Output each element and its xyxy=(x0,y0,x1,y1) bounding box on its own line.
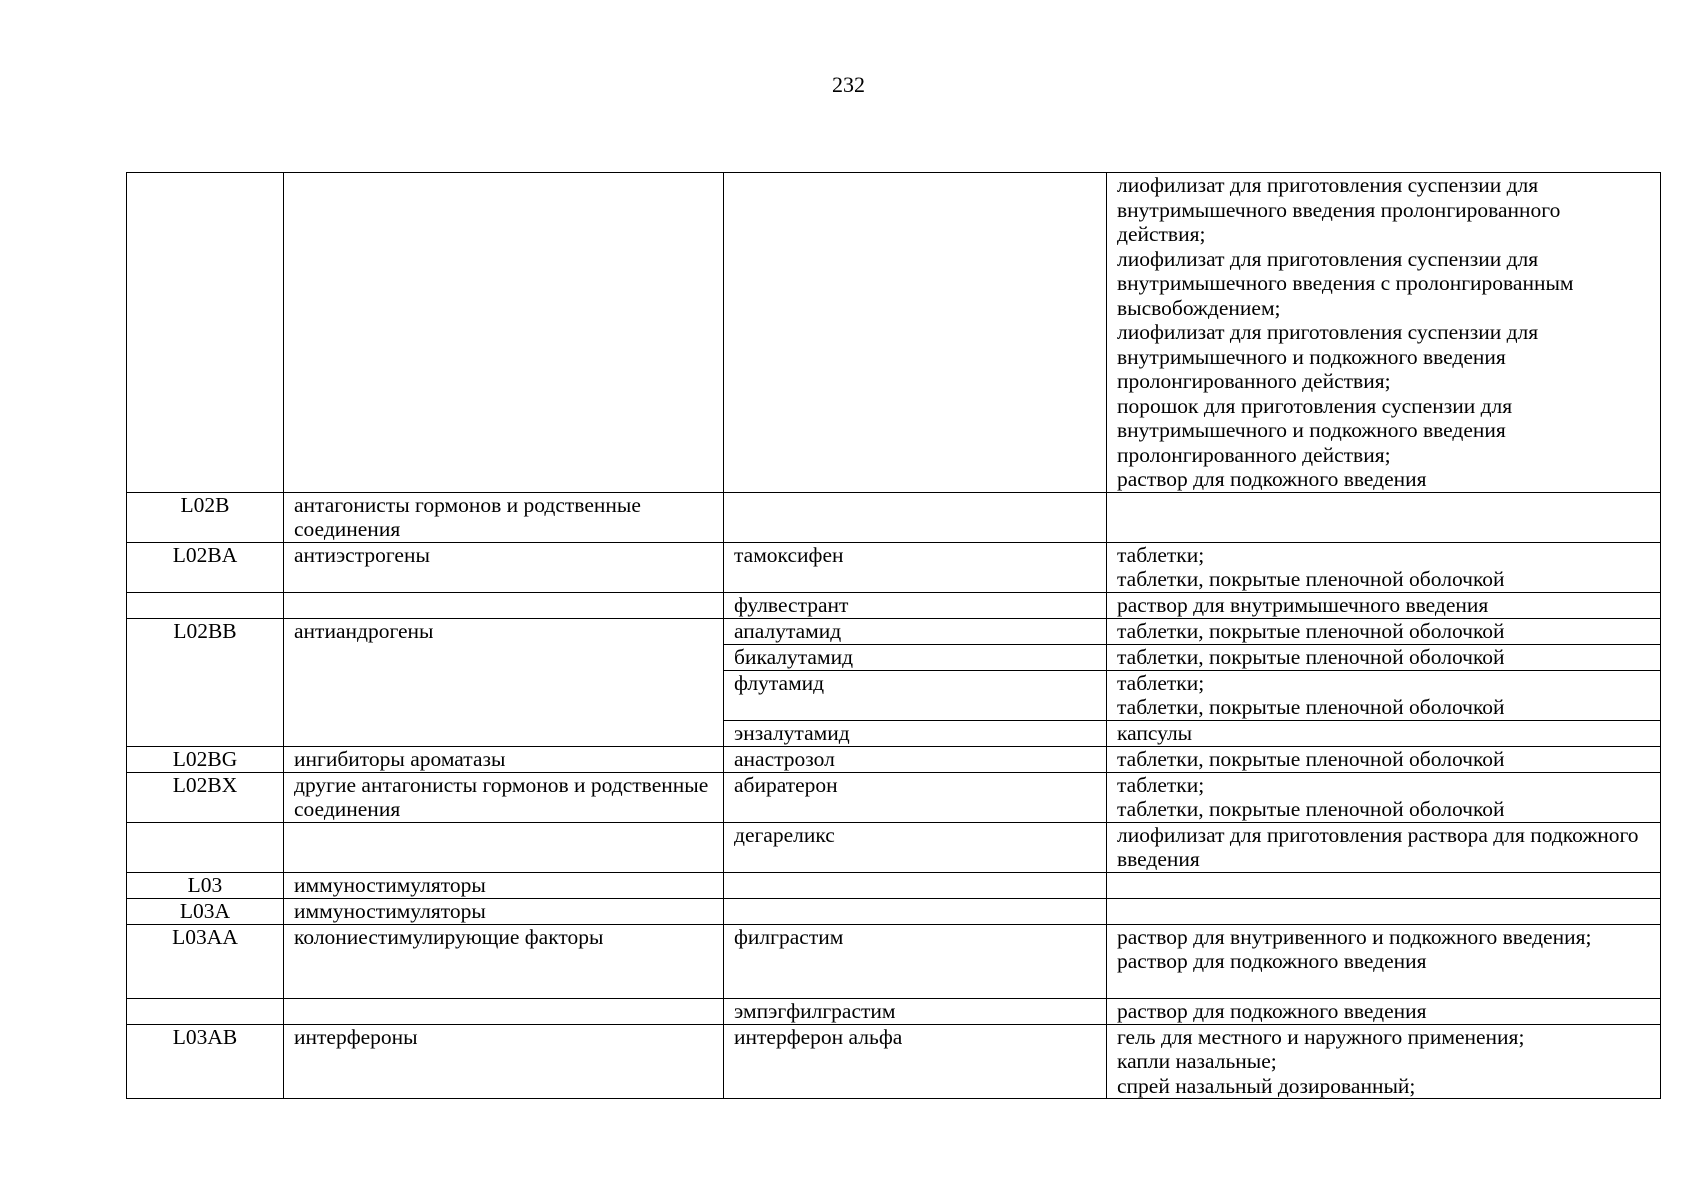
drug-table xyxy=(126,172,1661,1099)
dosage-form-cell xyxy=(1107,898,1661,924)
dosage-form-line: раствор для подкожного введения xyxy=(1117,949,1427,973)
atc-code-cell: L02BB xyxy=(127,618,284,746)
table-row xyxy=(127,872,1661,898)
atc-code-cell xyxy=(127,998,284,1024)
table-row xyxy=(127,822,1661,872)
dosage-form-line: таблетки; xyxy=(1117,772,1205,797)
dosage-form-cell xyxy=(1107,173,1661,493)
dosage-form-cell xyxy=(1107,772,1661,822)
dosage-form-line: таблетки, покрытые пленочной оболочкой xyxy=(1117,567,1505,591)
table-row xyxy=(127,173,1661,493)
group-cell xyxy=(284,592,724,618)
atc-code-cell: L02B xyxy=(127,492,284,542)
atc-code-cell: L02BA xyxy=(127,542,284,592)
table-row xyxy=(127,492,1661,542)
dosage-form-line: таблетки, покрытые пленочной оболочкой xyxy=(1117,797,1505,821)
dosage-form-line: порошок для приготовления суспензии для внутримышечного и подкожного введения пролонгированного действия; xyxy=(1117,393,1513,467)
dosage-form-line: лиофилизат для приготовления суспензии для внутримышечного введения пролонгированного действия; xyxy=(1117,173,1561,246)
dosage-form-cell xyxy=(1107,822,1661,872)
table-row xyxy=(127,924,1661,998)
table-row xyxy=(127,746,1661,772)
dosage-form-cell xyxy=(1107,492,1661,542)
dosage-form-cell xyxy=(1107,746,1661,772)
dosage-form-line: гель для местного и наружного применения; xyxy=(1117,1024,1525,1049)
table-row xyxy=(127,898,1661,924)
drug-cell: бикалутамид xyxy=(724,644,1107,670)
dosage-form-cell xyxy=(1107,872,1661,898)
dosage-form-line: таблетки, покрытые пленочной оболочкой xyxy=(1117,644,1505,669)
dosage-form-line: капли назальные; xyxy=(1117,1049,1277,1073)
dosage-form-line: лиофилизат для приготовления раствора для подкожного введения xyxy=(1117,822,1639,871)
group-cell: другие антагонисты гормонов и родственные соединения xyxy=(284,772,724,822)
table-row xyxy=(127,592,1661,618)
drug-cell: тамоксифен xyxy=(724,542,1107,592)
dosage-form-line: таблетки, покрытые пленочной оболочкой xyxy=(1117,618,1505,643)
group-cell xyxy=(284,173,724,493)
dosage-form-line: таблетки; xyxy=(1117,542,1205,567)
atc-code-cell: L03 xyxy=(127,872,284,898)
dosage-form-cell xyxy=(1107,542,1661,592)
dosage-form-cell xyxy=(1107,720,1661,746)
atc-code-cell: L03A xyxy=(127,898,284,924)
dosage-form-line: лиофилизат для приготовления суспензии для внутримышечного и подкожного введения пролонгированного действия; xyxy=(1117,320,1539,393)
drug-cell: интерферон альфа xyxy=(724,1024,1107,1099)
atc-code-cell xyxy=(127,822,284,872)
drug-cell xyxy=(724,492,1107,542)
group-cell: колониестимулирующие факторы xyxy=(284,924,724,998)
dosage-form-cell xyxy=(1107,592,1661,618)
drug-cell xyxy=(724,872,1107,898)
drug-cell: флутамид xyxy=(724,670,1107,720)
table-row xyxy=(127,998,1661,1024)
dosage-form-line: таблетки; xyxy=(1117,670,1205,695)
group-cell xyxy=(284,822,724,872)
group-cell: антиэстрогены xyxy=(284,542,724,592)
drug-cell: абиратерон xyxy=(724,772,1107,822)
group-cell: ингибиторы ароматазы xyxy=(284,746,724,772)
atc-code-cell: L02BX xyxy=(127,772,284,822)
table-row xyxy=(127,1024,1661,1099)
group-cell: интерфероны xyxy=(284,1024,724,1099)
group-cell xyxy=(284,998,724,1024)
group-cell: антагонисты гормонов и родственные соединения xyxy=(284,492,724,542)
atc-code-cell xyxy=(127,592,284,618)
drug-cell xyxy=(724,898,1107,924)
drug-cell: энзалутамид xyxy=(724,720,1107,746)
dosage-form-cell xyxy=(1107,998,1661,1024)
atc-code-cell: L02BG xyxy=(127,746,284,772)
dosage-form-line: раствор для подкожного введения xyxy=(1117,467,1427,491)
table-row xyxy=(127,618,1661,644)
drug-cell: филграстим xyxy=(724,924,1107,998)
dosage-form-line: раствор для внутривенного и подкожного введения; xyxy=(1117,924,1592,949)
dosage-form-line: таблетки, покрытые пленочной оболочкой xyxy=(1117,695,1505,719)
drug-cell xyxy=(724,173,1107,493)
dosage-form-line: раствор для подкожного введения xyxy=(1117,998,1427,1023)
atc-code-cell xyxy=(127,173,284,493)
dosage-form-cell xyxy=(1107,644,1661,670)
drug-cell: анастрозол xyxy=(724,746,1107,772)
drug-cell: эмпэгфилграстим xyxy=(724,998,1107,1024)
group-cell: антиандрогены xyxy=(284,618,724,746)
dosage-form-line: лиофилизат для приготовления суспензии для внутримышечного введения с пролонгированным высвобождением; xyxy=(1117,246,1574,320)
dosage-form-cell xyxy=(1107,618,1661,644)
page-number: 232 xyxy=(832,72,865,97)
dosage-form-line: таблетки, покрытые пленочной оболочкой xyxy=(1117,746,1505,771)
atc-code-cell: L03AB xyxy=(127,1024,284,1099)
group-cell: иммуностимуляторы xyxy=(284,898,724,924)
dosage-form-cell xyxy=(1107,924,1661,998)
dosage-form-line: раствор для внутримышечного введения xyxy=(1117,592,1489,617)
dosage-form-cell xyxy=(1107,1024,1661,1099)
group-cell: иммуностимуляторы xyxy=(284,872,724,898)
table-row xyxy=(127,772,1661,822)
dosage-form-line: спрей назальный дозированный; xyxy=(1117,1073,1416,1098)
drug-cell: фулвестрант xyxy=(724,592,1107,618)
atc-code-cell: L03AA xyxy=(127,924,284,998)
dosage-form-cell xyxy=(1107,670,1661,720)
drug-cell: дегареликс xyxy=(724,822,1107,872)
table-row xyxy=(127,542,1661,592)
drug-cell: апалутамид xyxy=(724,618,1107,644)
dosage-form-line: капсулы xyxy=(1117,720,1193,745)
